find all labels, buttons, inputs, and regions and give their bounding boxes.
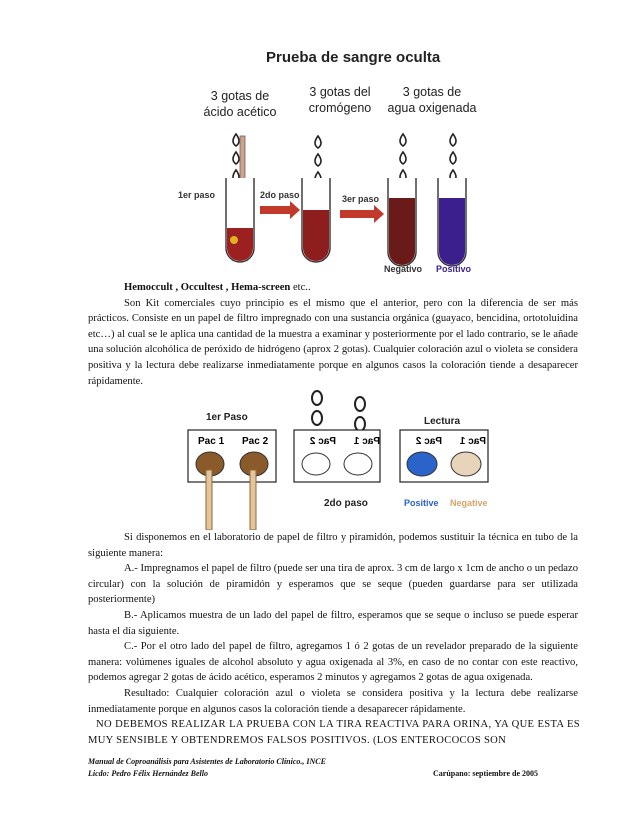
applicator-stick-2: [250, 470, 256, 530]
paragraph-step-a: A.- Impregnamos el papel de filtro (puede ser una tira de aprox. 3 cm de largo x 1cm de ancho o un pedazo circular) con la solución de piramidón y esperamos que se seque (pueden guardarse para ser utilizada posteriormente): [88, 563, 578, 606]
step3-label-line1: 3 gotas de: [402, 85, 462, 99]
reading-title: Lectura: [424, 416, 461, 427]
reagent-drop-icons: [312, 391, 365, 431]
step1-label-line2: ácido acético: [203, 105, 277, 119]
step1-label-line1: 3 gotas de: [210, 89, 270, 103]
filter-paper-test-figure: [186, 378, 506, 530]
step2-title: 2do paso: [324, 498, 368, 509]
arrow-label-3: 3er paso: [342, 194, 380, 204]
svg-text:Pac 1: Pac 1: [459, 436, 486, 447]
positive-spot: [407, 452, 437, 476]
positive-label: Positive: [404, 498, 439, 508]
negative-spot: [451, 452, 481, 476]
step3-label-line2: agua oxigenada: [387, 101, 477, 115]
paragraph-intro: Si disponemos en el laboratorio de papel de filtro y piramidón, podemos sustituir la técnica en tubo de la siguiente manera:: [88, 532, 578, 559]
hemoccult-heading-suffix: etc..: [290, 282, 311, 293]
paragraph-step-b: B.- Aplicamos muestra de un lado del papel de filtro, esperamos que se seque o incluso se puede esperar hasta el día siguiente.: [88, 609, 578, 637]
step2-label-line2: cromógeno: [308, 101, 372, 115]
pac2-label: Pac 2: [242, 436, 269, 447]
pac1-label: Pac 1: [198, 436, 225, 447]
arrow-label-1: 1er paso: [178, 190, 216, 200]
svg-text:Pac 1: Pac 1: [353, 436, 380, 447]
hemoccult-heading: Hemoccult , Occultest , Hema-screen: [124, 282, 291, 293]
negative-label: Negative: [450, 498, 488, 508]
result-negative-label: Negativo: [384, 264, 423, 274]
footer: [88, 756, 578, 780]
applicator-stick-1: [206, 470, 212, 530]
paragraph-hemoccult: [88, 280, 578, 389]
paragraph-result: Resultado: Cualquier coloración azul o violeta se considera positiva y la lectura debe realizarse inmediatamente porque en algunos casos la coloración tiende a desaparecer rápidamente.: [88, 687, 578, 715]
footer-manual-title: Manual de Coproanálisis para Asistentes de Laboratorio Clínico., INCE: [88, 757, 326, 766]
drop-icons: [233, 134, 456, 184]
occult-blood-test-figure: [178, 38, 498, 276]
step2-label-line1: 3 gotas del: [309, 85, 371, 99]
svg-text:Pac 2: Pac 2: [415, 436, 442, 447]
footer-date: Carúpano: septiembre de 2005: [433, 769, 538, 778]
figure-title: Prueba de sangre oculta: [266, 49, 441, 66]
paragraph-step-c: C.- Por el otro lado del papel de filtro, agregamos 1 ó 2 gotas de un revelador preparado de la siguiente manera: volúmenes iguales de alcohol absoluto y agua oxigenada al 3%, en caso de no contar con este reactivo, podemos agregar 2 gotas de ácido acético, esperamos 2 minutos y agregamos 2 gotas de agua oxigenada.: [88, 641, 578, 684]
procedure-text: [88, 530, 578, 717]
result-positive-label: Positivo: [436, 264, 472, 274]
footer-author: Licdo: Pedro Félix Hernández Bello: [88, 769, 208, 778]
svg-text:Pac 2: Pac 2: [309, 436, 336, 447]
warning-text: NO DEBEMOS REALIZAR LA PRUEBA CON LA TIRA REACTIVA PARA ORINA, YA QUE ESTA ES MUY SENSIBLE Y OBTENDREMOS FALSOS POSITIVOS. (LOS ENTEROCOCOS SON: [88, 719, 580, 746]
hemoccult-body: Son Kit comerciales cuyo principio es el mismo que el anterior, pero con la diferencia de ser más prácticos. Consiste en un papel de filtro impregnado con una sustancia orgánica (guayaco, bencidina, ortotoluidina etc…) al cual se le aplica una cantidad de la muestra a examinar y posteriormente por el lado contrario, se le añade una solución alcohólica de peróxido de hidrógeno (aprox 2 gotas). Cualquier coloración azul o violeta se considera positiva y la lectura debe realizarse inmediatamente porque en algunos casos la coloración tiende a desaparecer rápidamente.: [88, 297, 578, 387]
step1-title: 1er Paso: [206, 412, 248, 423]
arrow-label-2: 2do paso: [260, 190, 300, 200]
